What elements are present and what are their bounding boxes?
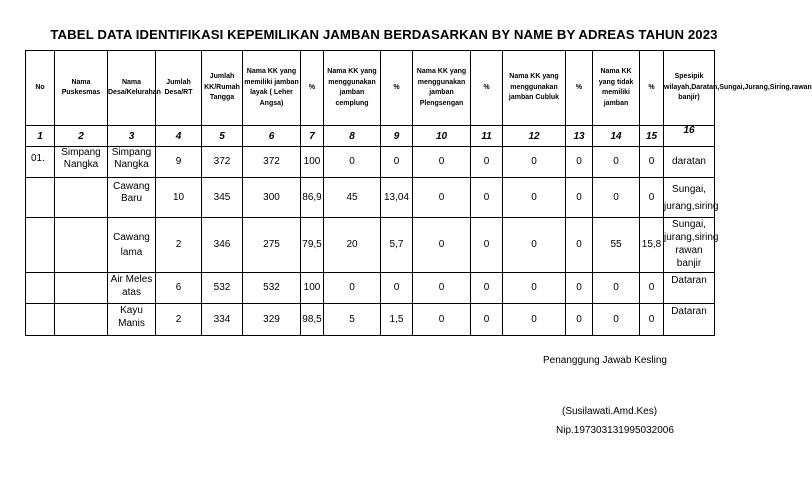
column-number: 12 xyxy=(503,126,566,147)
cell-jamban-cubluk: 0 xyxy=(503,304,566,336)
cell-desa: Cawang lama xyxy=(108,218,156,273)
cell-jumlah-rt: 10 xyxy=(156,178,202,218)
cell-jamban-plengsengan: 0 xyxy=(413,218,471,273)
header-percent-layak: % xyxy=(301,51,324,126)
cell-percent-layak: 86,9 xyxy=(301,178,324,218)
cell-tidak-memiliki: 55 xyxy=(593,218,640,273)
cell-jamban-cubluk: 0 xyxy=(503,147,566,178)
cell-percent-layak: 100 xyxy=(301,273,324,304)
column-number: 14 xyxy=(593,126,640,147)
cell-spesifik-wilayah: Sungai, jurang,siring rawan banjir xyxy=(664,218,715,273)
table-row xyxy=(26,304,715,336)
cell-jamban-cubluk: 0 xyxy=(503,178,566,218)
cell-percent-cemplung: 0 xyxy=(381,147,413,178)
column-number: 15 xyxy=(640,126,664,147)
cell-percent-cubluk: 0 xyxy=(566,178,593,218)
cell-percent-cemplung: 1,5 xyxy=(381,304,413,336)
cell-jumlah-kk: 532 xyxy=(202,273,243,304)
header-jumlah-rt: Jumlah Desa/RT xyxy=(156,51,202,126)
header-percent-cubluk: % xyxy=(566,51,593,126)
header-percent-cemplung: % xyxy=(381,51,413,126)
cell-tidak-memiliki: 0 xyxy=(593,273,640,304)
header-puskesmas: Nama Puskesmas xyxy=(55,51,108,126)
header-jamban-plengsengan: Nama KK yang menggunakan jamban Plengsengan xyxy=(413,51,471,126)
column-number: 8 xyxy=(324,126,381,147)
cell-no xyxy=(26,273,55,304)
cell-no xyxy=(26,304,55,336)
cell-percent-tidak: 15,8 xyxy=(640,218,664,273)
cell-jamban-layak: 372 xyxy=(243,147,301,178)
cell-jamban-plengsengan: 0 xyxy=(413,147,471,178)
header-desa: Nama Desa/Kelurahan xyxy=(108,51,156,126)
cell-percent-tidak: 0 xyxy=(640,147,664,178)
cell-jumlah-rt: 2 xyxy=(156,304,202,336)
column-number: 7 xyxy=(301,126,324,147)
header-jamban-cubluk: Nama KK yang menggunakan jamban Cubluk xyxy=(503,51,566,126)
header-spesifik-wilayah: Spesipik wilayah,Daratan,Sungai,Jurang,Siring,rawan banjir) xyxy=(664,51,715,126)
cell-jamban-cubluk: 0 xyxy=(503,218,566,273)
cell-jumlah-kk: 334 xyxy=(202,304,243,336)
cell-jamban-layak: 275 xyxy=(243,218,301,273)
cell-spesifik-wilayah: Sungai, jurang,siring xyxy=(664,178,715,218)
cell-tidak-memiliki: 0 xyxy=(593,147,640,178)
cell-no xyxy=(26,178,55,218)
cell-jamban-cemplung: 5 xyxy=(324,304,381,336)
cell-percent-cubluk: 0 xyxy=(566,218,593,273)
cell-percent-plengsengan: 0 xyxy=(471,178,503,218)
header-jamban-cemplung: Nama KK yang menggunakan jamban cemplung xyxy=(324,51,381,126)
cell-jumlah-kk: 345 xyxy=(202,178,243,218)
header-row xyxy=(26,51,715,126)
header-jamban-layak: Nama KK yang memiliki jamban layak ( Leher Angsa) xyxy=(243,51,301,126)
cell-percent-plengsengan: 0 xyxy=(471,147,503,178)
header-jumlah-kk: Jumlah KK/Rumah Tangga xyxy=(202,51,243,126)
cell-puskesmas xyxy=(55,218,108,273)
cell-tidak-memiliki: 0 xyxy=(593,178,640,218)
cell-desa: Air Meles atas xyxy=(108,273,156,304)
cell-percent-tidak: 0 xyxy=(640,273,664,304)
column-number-row xyxy=(26,126,715,147)
column-number: 5 xyxy=(202,126,243,147)
table-row xyxy=(26,273,715,304)
cell-percent-plengsengan: 0 xyxy=(471,218,503,273)
cell-jamban-cemplung: 45 xyxy=(324,178,381,218)
cell-spesifik-wilayah: daratan xyxy=(664,147,715,178)
cell-spesifik-wilayah: Dataran xyxy=(664,273,715,304)
cell-jamban-cemplung: 0 xyxy=(324,273,381,304)
column-number: 4 xyxy=(156,126,202,147)
header-percent-plengsengan: % xyxy=(471,51,503,126)
cell-percent-layak: 79,5 xyxy=(301,218,324,273)
cell-percent-cubluk: 0 xyxy=(566,147,593,178)
cell-puskesmas xyxy=(55,304,108,336)
column-number: 1 xyxy=(26,126,55,147)
cell-percent-layak: 100 xyxy=(301,147,324,178)
signature-name: (Susilawati.Amd.Kes) xyxy=(562,406,658,417)
column-number: 6 xyxy=(243,126,301,147)
cell-jumlah-rt: 6 xyxy=(156,273,202,304)
cell-percent-cemplung: 5,7 xyxy=(381,218,413,273)
cell-puskesmas xyxy=(55,178,108,218)
cell-desa: Kayu Manis xyxy=(108,304,156,336)
column-number: 13 xyxy=(566,126,593,147)
cell-jamban-cemplung: 20 xyxy=(324,218,381,273)
cell-puskesmas: Simpang Nangka xyxy=(55,147,108,178)
header-no: No xyxy=(26,51,55,126)
header-percent-tidak: % xyxy=(640,51,664,126)
column-number: 16 xyxy=(664,126,715,147)
cell-percent-layak: 98,5 xyxy=(301,304,324,336)
cell-percent-cemplung: 13,04 xyxy=(381,178,413,218)
column-number: 11 xyxy=(471,126,503,147)
cell-jamban-plengsengan: 0 xyxy=(413,273,471,304)
jamban-data-table xyxy=(25,50,812,336)
cell-jamban-cubluk: 0 xyxy=(503,273,566,304)
cell-jumlah-kk: 372 xyxy=(202,147,243,178)
cell-percent-plengsengan: 0 xyxy=(471,273,503,304)
cell-percent-cemplung: 0 xyxy=(381,273,413,304)
cell-jamban-plengsengan: 0 xyxy=(413,304,471,336)
cell-percent-tidak: 0 xyxy=(640,178,664,218)
cell-spesifik-wilayah: Dataran xyxy=(664,304,715,336)
cell-jumlah-rt: 2 xyxy=(156,218,202,273)
column-number: 10 xyxy=(413,126,471,147)
cell-desa: Simpang Nangka xyxy=(108,147,156,178)
document-title: TABEL DATA IDENTIFIKASI KEPEMILIKAN JAMBAN BERDASARKAN BY NAME BY ADREAS TAHUN 2023 xyxy=(50,27,718,42)
table-row xyxy=(26,147,715,178)
cell-percent-plengsengan: 0 xyxy=(471,304,503,336)
table-row xyxy=(26,218,715,273)
cell-percent-tidak: 0 xyxy=(640,304,664,336)
cell-jamban-plengsengan: 0 xyxy=(413,178,471,218)
cell-jamban-layak: 532 xyxy=(243,273,301,304)
cell-jamban-cemplung: 0 xyxy=(324,147,381,178)
cell-jamban-layak: 329 xyxy=(243,304,301,336)
column-number: 2 xyxy=(55,126,108,147)
cell-jumlah-kk: 346 xyxy=(202,218,243,273)
header-tidak-memiliki: Nama KK yang tidak memiliki jamban xyxy=(593,51,640,126)
cell-jamban-layak: 300 xyxy=(243,178,301,218)
cell-percent-cubluk: 0 xyxy=(566,273,593,304)
table-row xyxy=(26,178,715,218)
cell-no xyxy=(26,218,55,273)
cell-percent-cubluk: 0 xyxy=(566,304,593,336)
cell-desa: Cawang Baru xyxy=(108,178,156,218)
cell-no: 01. xyxy=(26,147,55,178)
signature-nip: Nip.197303131995032006 xyxy=(556,425,674,436)
cell-tidak-memiliki: 0 xyxy=(593,304,640,336)
cell-jumlah-rt: 9 xyxy=(156,147,202,178)
column-number: 3 xyxy=(108,126,156,147)
signature-role: Penanggung Jawab Kesling xyxy=(543,355,667,366)
column-number: 9 xyxy=(381,126,413,147)
cell-puskesmas xyxy=(55,273,108,304)
